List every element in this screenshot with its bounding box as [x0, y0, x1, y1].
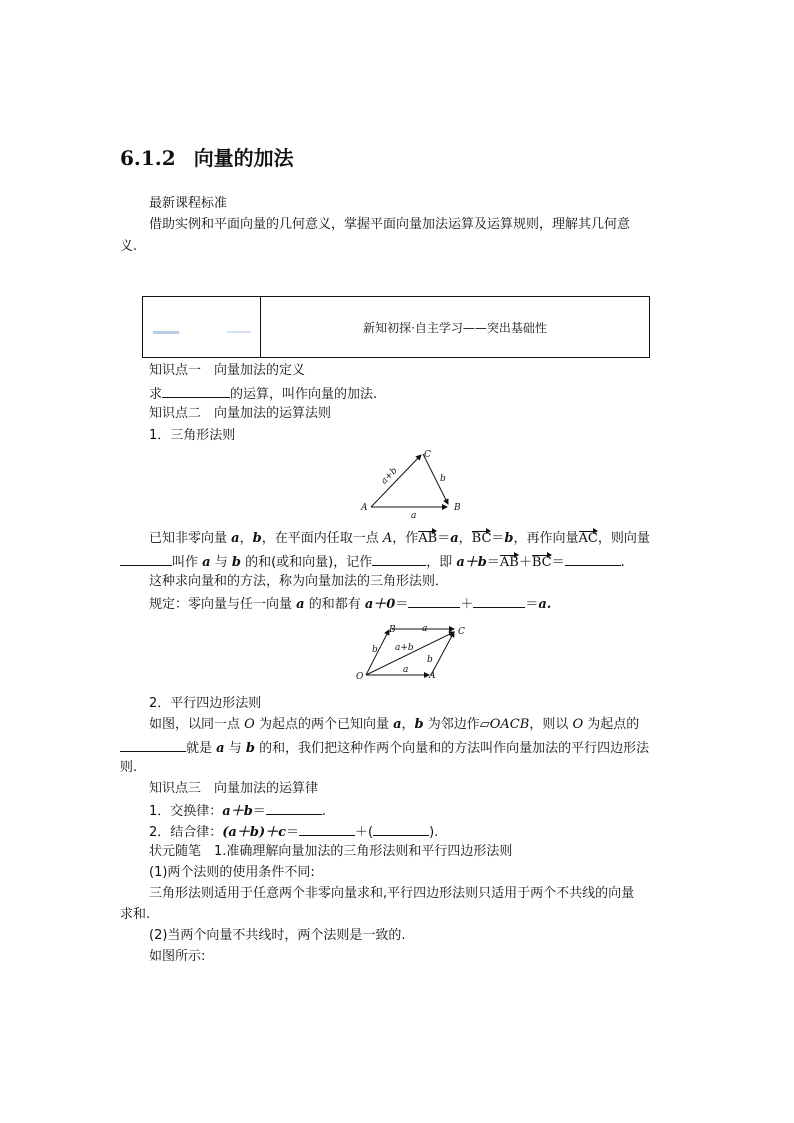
notes-line3: 求和.: [120, 907, 151, 922]
k2-heading: 知识点二 向量加法的运算法则: [149, 406, 332, 421]
banner-text: 新知初探·自主学习——突出基础性: [363, 320, 547, 335]
banner-logo-mark-2: [227, 331, 251, 333]
para-label-b-left: b: [372, 645, 378, 655]
parallelogram-diagram: [352, 620, 472, 682]
parallelogram-para-line2: 就是 a 与 b 的和，我们把这种作两个向量和的方法叫作向量加法的平行四边形法: [120, 738, 649, 758]
triangle-para-line2: 叫作 a 与 b 的和(或和向量)，记作 ，即 a＋b＝AB＋BC＝ .: [120, 552, 625, 572]
triangle-rule-name: 这种求向量和的方法，称为向量加法的三角形法则．: [149, 574, 449, 589]
vector-ab-line: [371, 455, 421, 507]
notes-line2: 三角形法则适用于任意两个非零向量求和,平行四边形法则只适用于两个不共线的向量: [149, 886, 635, 901]
notes-heading: 状元随笔 1.准确理解向量加法的三角形法则和平行四边形法则: [149, 844, 513, 859]
triangle-diagram: [355, 444, 470, 522]
label-a: a: [411, 511, 417, 521]
label-a-plus-b: a+b: [379, 465, 400, 487]
standard-text-line2: 义.: [120, 239, 138, 254]
associative-law: 2．结合律：(a＋b)＋c＝ ＋( ).: [149, 822, 438, 842]
notes-line4: (2)当两个向量不共线时，两个法则是一致的.: [149, 928, 406, 943]
para-label-a-bottom: a: [403, 665, 409, 675]
notes-line1: (1)两个法则的使用条件不同:: [149, 865, 315, 880]
para-label-a-plus-b: a+b: [395, 643, 414, 653]
para-label-b-right: b: [427, 655, 433, 665]
standard-label: 最新课程标准: [149, 196, 228, 211]
section-title-text: 向量的加法: [193, 146, 294, 170]
k1-line: [149, 384, 377, 404]
para-label-O: O: [356, 672, 364, 682]
para-label-a-top: a: [422, 624, 428, 634]
k1-blank: [162, 384, 230, 398]
notes-line5: 如图所示:: [149, 949, 206, 964]
k3-heading: 知识点三 向量加法的运算律: [149, 781, 319, 796]
banner-logo-mark: [153, 331, 179, 334]
para-vector-AC: [431, 632, 454, 675]
label-b: b: [440, 474, 446, 484]
commutative-law: 1．交换律：a＋b＝ .: [149, 801, 326, 821]
parallelogram-para-line3: 则.: [120, 760, 138, 775]
para-vector-OC: [366, 632, 454, 675]
para-label-B: B: [389, 625, 396, 635]
section-title: [120, 146, 294, 170]
k1-heading: 知识点一 向量加法的定义: [149, 363, 306, 378]
triangle-rule-heading: 1．三角形法则: [149, 428, 236, 443]
parallelogram-para-line1: 如图，以同一点 O 为起点的两个已知向量 a，b 为邻边作▱OACB，则以 O 为起点的: [149, 717, 640, 732]
k1-text-post: 的运算，叫作向量的加法.: [230, 387, 378, 402]
k1-text-pre: 求: [149, 387, 163, 402]
label-C: C: [424, 450, 431, 460]
standard-text-line1: 借助实例和平面向量的几何意义，掌握平面向量加法运算及运算规则，理解其几何意: [149, 217, 631, 232]
label-B: B: [454, 503, 461, 513]
triangle-para-line1: 已知非零向量 a，b，在平面内任取一点 A，作AB＝a，BC＝b，再作向量AC，则向量: [149, 531, 650, 546]
label-A: A: [361, 503, 368, 513]
banner-logo-cell: [143, 297, 261, 357]
section-number: 6.1.2: [120, 146, 176, 170]
para-label-C: C: [458, 627, 465, 637]
parallelogram-rule-heading: 2．平行四边形法则: [149, 696, 262, 711]
zero-vector-rule: 规定：零向量与任一向量 a 的和都有 a＋0＝ ＋ ＝a.: [149, 594, 551, 614]
para-label-A: A: [429, 671, 436, 681]
section-banner: [142, 296, 650, 358]
